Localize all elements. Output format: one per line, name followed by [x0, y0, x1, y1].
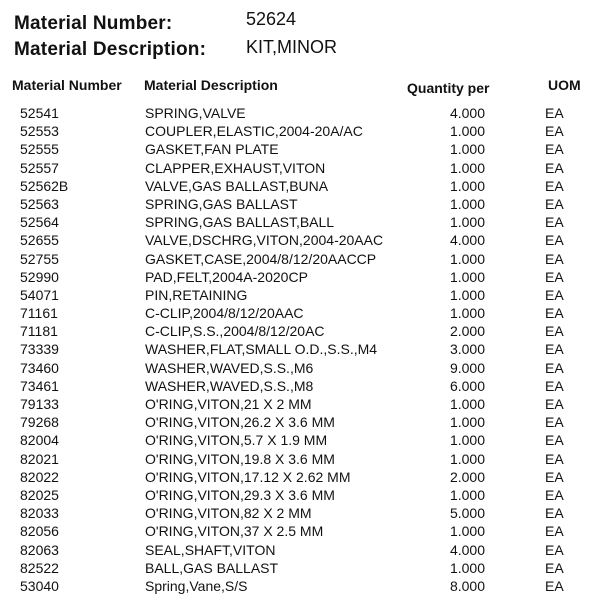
cell-material-description: C-CLIP,2004/8/12/20AAC [145, 305, 304, 322]
table-row [0, 359, 600, 377]
cell-material-number: 82022 [20, 468, 59, 485]
cell-material-description: O'RING,VITON,21 X 2 MM [145, 396, 312, 412]
cell-material-number: 73461 [20, 377, 59, 394]
material-description-value: KIT,MINOR [246, 37, 338, 57]
cell-quantity-per: 5.000 [449, 505, 485, 522]
cell-quantity-per: 1.000 [449, 450, 485, 467]
table-row [0, 541, 600, 559]
column-header-uom: UOM [548, 77, 581, 93]
table-row [0, 395, 600, 413]
cell-quantity-per: 1.000 [449, 559, 485, 576]
material-description-label: Material Description: [14, 39, 207, 60]
cell-quantity-per: 1.000 [449, 523, 485, 540]
cell-material-number: 52557 [20, 159, 59, 176]
cell-quantity-per: 1.000 [449, 414, 485, 431]
cell-uom: EA [545, 559, 564, 576]
table-row [0, 377, 600, 395]
cell-uom: EA [545, 414, 564, 431]
cell-material-number: 52990 [20, 268, 59, 285]
table-row [0, 286, 600, 304]
table-row [0, 231, 600, 249]
cell-uom: EA [545, 486, 564, 503]
cell-uom: EA [545, 268, 564, 285]
cell-uom: EA [545, 359, 564, 376]
cell-quantity-per: 1.000 [449, 268, 485, 285]
cell-uom: EA [545, 123, 564, 140]
cell-quantity-per: 6.000 [449, 377, 485, 394]
table-row [0, 486, 600, 504]
cell-uom: EA [545, 195, 564, 212]
cell-material-description: SEAL,SHAFT,VITON [145, 541, 276, 558]
cell-material-number: 52755 [20, 250, 59, 267]
cell-material-description: WASHER,WAVED,S.S.,M8 [145, 377, 314, 394]
cell-material-description: VALVE,GAS BALLAST,BUNA [145, 177, 329, 194]
cell-material-description: WASHER,FLAT,SMALL O.D.,S.S.,M4 [145, 341, 378, 358]
cell-quantity-per: 1.000 [449, 250, 485, 267]
cell-uom: EA [545, 232, 564, 249]
cell-uom: EA [545, 577, 564, 594]
table-row [0, 268, 600, 286]
table-row [0, 413, 600, 431]
table-row [0, 468, 600, 486]
cell-uom: EA [545, 523, 564, 540]
table-row [0, 559, 600, 577]
table-row [0, 522, 600, 540]
cell-uom: EA [545, 377, 564, 394]
cell-material-description: GASKET,FAN PLATE [145, 141, 279, 158]
cell-material-description: O'RING,VITON,19.8 X 3.6 MM [145, 450, 335, 467]
cell-uom: EA [545, 141, 564, 158]
cell-material-number: 71181 [20, 323, 58, 340]
cell-quantity-per: 1.000 [449, 286, 485, 303]
cell-uom: EA [545, 341, 564, 358]
cell-uom: EA [545, 505, 564, 522]
table-row [0, 250, 600, 268]
cell-material-description: SPRING,VALVE [145, 105, 246, 121]
table-row [0, 340, 600, 358]
cell-material-number: 52564 [20, 214, 59, 231]
cell-material-number: 71161 [20, 305, 58, 322]
table-row [0, 122, 600, 140]
table-row [0, 450, 600, 468]
cell-material-description: VALVE,DSCHRG,VITON,2004-20AAC [145, 232, 384, 249]
cell-quantity-per: 1.000 [449, 177, 485, 194]
cell-material-description: O'RING,VITON,37 X 2.5 MM [145, 523, 324, 540]
cell-material-number: 79133 [20, 396, 59, 412]
table-row [0, 195, 600, 213]
cell-quantity-per: 2.000 [449, 468, 485, 485]
cell-quantity-per: 1.000 [449, 123, 485, 140]
table-row [0, 177, 600, 195]
table-row [0, 504, 600, 522]
cell-material-number: 52553 [20, 123, 59, 140]
cell-material-number: 82033 [20, 505, 59, 522]
cell-material-number: 52655 [20, 232, 59, 249]
cell-material-description: C-CLIP,S.S.,2004/8/12/20AC [145, 323, 325, 340]
cell-material-number: 73460 [20, 359, 59, 376]
material-number-label: Material Number: [14, 13, 173, 34]
cell-quantity-per: 8.000 [449, 577, 485, 594]
cell-material-description: SPRING,GAS BALLAST [145, 195, 298, 212]
column-header-quantity-per: Quantity per [407, 80, 490, 96]
cell-material-number: 82522 [20, 559, 59, 576]
material-number-value: 52624 [246, 9, 297, 29]
cell-uom: EA [545, 159, 564, 176]
cell-quantity-per: 1.000 [449, 141, 485, 158]
cell-quantity-per: 1.000 [449, 432, 485, 449]
cell-material-description: O'RING,VITON,82 X 2 MM [145, 505, 312, 522]
cell-uom: EA [545, 305, 564, 322]
table-row [0, 159, 600, 177]
column-header-material-description: Material Description [144, 77, 278, 93]
parts-table-body [0, 104, 600, 595]
cell-uom: EA [545, 432, 564, 449]
cell-material-description: COUPLER,ELASTIC,2004-20A/AC [145, 123, 363, 140]
cell-material-description: O'RING,VITON,5.7 X 1.9 MM [145, 432, 328, 449]
cell-material-number: 82021 [20, 450, 59, 467]
cell-quantity-per: 1.000 [449, 396, 485, 412]
cell-quantity-per: 4.000 [449, 105, 485, 121]
cell-uom: EA [545, 323, 564, 340]
cell-material-number: 73339 [20, 341, 59, 358]
cell-material-description: PIN,RETAINING [145, 286, 248, 303]
cell-material-number: 82025 [20, 486, 59, 503]
table-row [0, 140, 600, 158]
cell-material-number: 79268 [20, 414, 59, 431]
cell-material-number: 52541 [20, 105, 59, 121]
cell-uom: EA [545, 396, 564, 412]
cell-uom: EA [545, 177, 564, 194]
cell-material-description: SPRING,GAS BALLAST,BALL [145, 214, 335, 231]
cell-material-number: 54071 [20, 286, 59, 303]
cell-material-description: BALL,GAS BALLAST [145, 559, 279, 576]
cell-material-number: 82004 [20, 432, 59, 449]
cell-material-number: 52555 [20, 141, 59, 158]
cell-uom: EA [545, 214, 564, 231]
table-row [0, 431, 600, 449]
cell-uom: EA [545, 105, 564, 121]
cell-material-number: 53040 [20, 577, 59, 594]
cell-material-description: Spring,Vane,S/S [145, 577, 248, 594]
table-row [0, 104, 600, 122]
cell-quantity-per: 1.000 [449, 486, 485, 503]
cell-material-description: O'RING,VITON,29.3 X 3.6 MM [145, 486, 335, 503]
cell-quantity-per: 1.000 [449, 305, 485, 322]
cell-material-description: PAD,FELT,2004A-2020CP [145, 268, 308, 285]
cell-quantity-per: 1.000 [449, 195, 485, 212]
cell-quantity-per: 4.000 [449, 232, 485, 249]
cell-uom: EA [545, 468, 564, 485]
table-row [0, 304, 600, 322]
cell-material-number: 52562B [20, 177, 69, 194]
cell-material-description: O'RING,VITON,26.2 X 3.6 MM [145, 414, 335, 431]
cell-material-description: GASKET,CASE,2004/8/12/20AACCP [145, 250, 377, 267]
cell-material-number: 82056 [20, 523, 59, 540]
cell-uom: EA [545, 450, 564, 467]
cell-uom: EA [545, 286, 564, 303]
cell-quantity-per: 1.000 [449, 159, 485, 176]
cell-quantity-per: 1.000 [449, 214, 485, 231]
cell-material-description: CLAPPER,EXHAUST,VITON [145, 159, 326, 176]
cell-material-description: O'RING,VITON,17.12 X 2.62 MM [145, 468, 351, 485]
cell-quantity-per: 4.000 [449, 541, 485, 558]
cell-material-number: 82063 [20, 541, 59, 558]
cell-material-number: 52563 [20, 195, 59, 212]
table-row [0, 322, 600, 340]
table-row [0, 213, 600, 231]
table-row [0, 577, 600, 595]
cell-quantity-per: 2.000 [449, 323, 485, 340]
column-header-material-number: Material Number [12, 77, 122, 93]
cell-uom: EA [545, 541, 564, 558]
cell-quantity-per: 3.000 [449, 341, 485, 358]
cell-material-description: WASHER,WAVED,S.S.,M6 [145, 359, 314, 376]
cell-quantity-per: 9.000 [449, 359, 485, 376]
cell-uom: EA [545, 250, 564, 267]
